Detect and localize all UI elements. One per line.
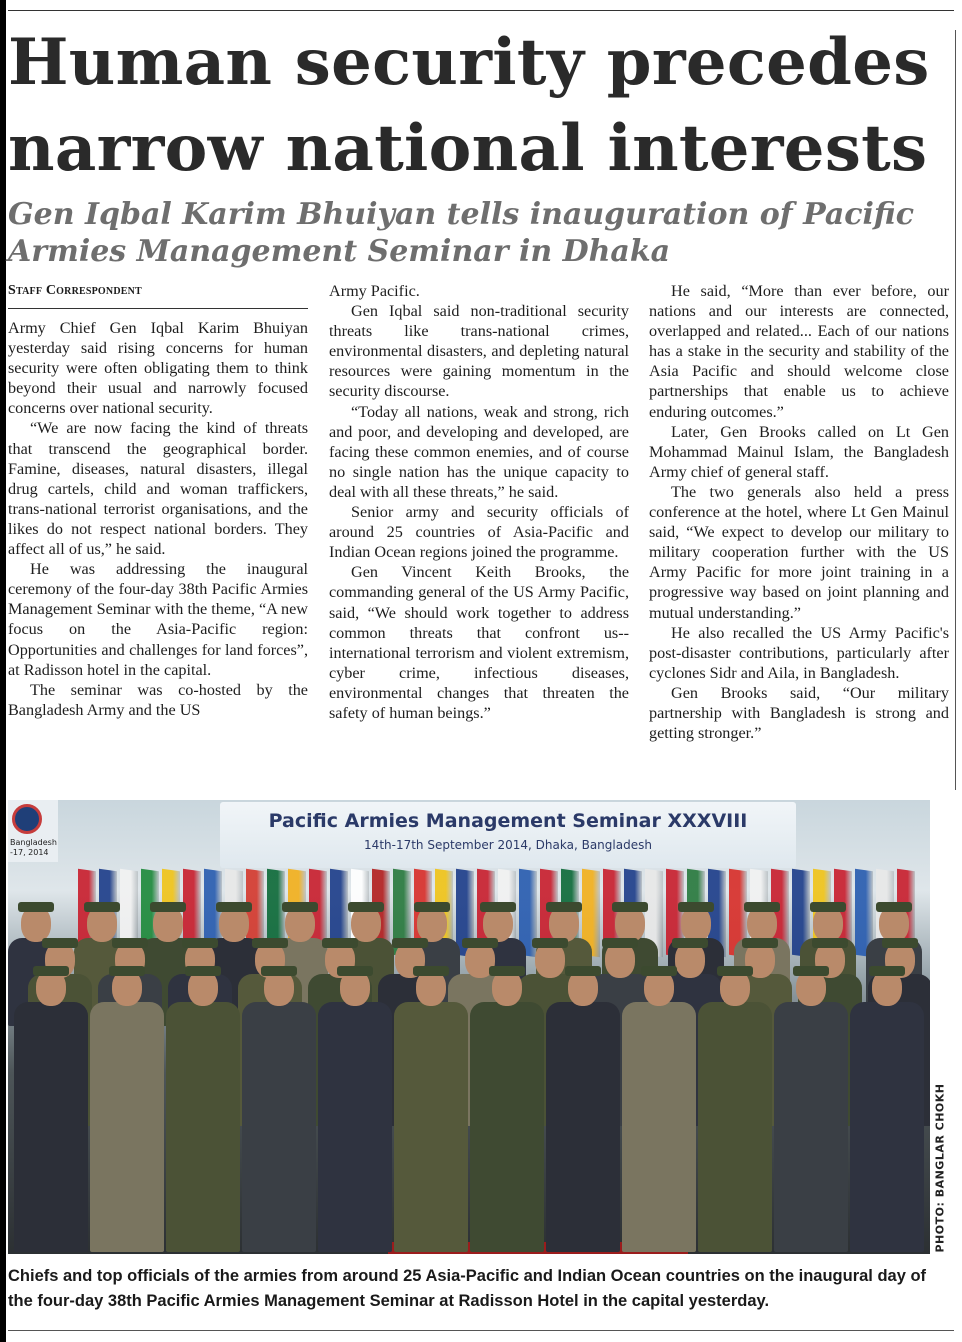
paragraph: “We are now facing the kind of threats that transcend the geographical border. Famine, diseases, natural disasters, illegal drug cartels, child and woman traffickers, trans-national terrorist organisations, and the likes do not respect national borders. They affect all of us,” he said. [8,419,308,559]
official [14,962,88,1252]
banner-date: 14th-17th September 2014, Dhaka, Bangladesh [364,838,652,852]
cap-icon [810,902,846,912]
cap-icon [392,938,428,948]
cap-icon [480,902,516,912]
cap-icon [869,966,905,976]
official [850,962,924,1252]
cap-icon [413,966,449,976]
cap-icon [672,938,708,948]
paragraph: “Today all nations, weak and strong, rich and poor, and developing and developed, are facing these common enemies, and of course no single nation has the unique capacity to deal with all these threats,” he said. [329,402,629,501]
cap-icon [337,966,373,976]
top-rule [8,10,954,11]
paragraph: Senior army and security officials of around 25 countries of Asia-Pacific and Indian Ocean regions joined the programme. [329,503,629,562]
headline-line-2: narrow national interests [8,111,928,186]
cap-icon [261,966,297,976]
photo-caption: Chiefs and top officials of the armies from around 25 Asia-Pacific and Indian Ocean countries on the inaugural day of the four-day 38th Pacific Armies Management Seminar at Radisson Hotel in the capital yesterday. [8,1267,927,1310]
byline: Staff Correspondent [8,283,142,298]
headline-line-1: Human security precedes [8,25,930,100]
paragraph: He said, “More than ever before, our nations and our interests are connected, overlapped and related... Each of our nations has a stake in the security and stability of the Asia Pacific and should welcome close partnerships that enable us to achieve enduring outcomes.” [649,282,949,421]
cap-icon [112,938,148,948]
cap-icon [182,938,218,948]
cap-icon [532,938,568,948]
cap-icon [612,902,648,912]
cap-icon [322,938,358,948]
official [394,962,468,1252]
cap-icon [876,902,912,912]
photo-credit-text: PHOTO: BANGLAR CHOKH [933,1083,947,1253]
cap-icon [282,902,318,912]
cap-icon [678,902,714,912]
official-uniform [470,1002,544,1252]
seminar-banner [220,802,796,868]
article-column-1 [8,318,308,720]
official-uniform [14,1002,88,1252]
official-uniform [318,1002,392,1252]
logo-date: -17, 2014 [10,848,49,857]
official-uniform [166,1002,240,1252]
official-uniform [546,1002,620,1252]
subheadline [8,196,958,270]
paragraph: Gen Brooks said, “Our military partnership with Bangladesh is strong and getting stronger.” [649,683,949,743]
cap-icon [602,938,638,948]
official-uniform [774,1002,848,1252]
cap-icon [812,938,848,948]
cap-icon [348,902,384,912]
official-uniform [242,1002,316,1252]
paragraph: The seminar was co-hosted by the Bangladesh Army and the US [8,680,308,719]
cap-icon [489,966,525,976]
paragraph: The two generals also held a press conference at the hotel, where Lt Gen Mainul said, “We expect to develop our military to military cooperation further with the US Army Pacific for more joint training in a progressive way based on joint planning and mutual understanding.” [649,482,949,622]
official [242,962,316,1252]
seminar-logo [8,800,58,862]
cap-icon [414,902,450,912]
cap-icon [793,966,829,976]
paragraph: Army Pacific. [329,282,420,300]
official-uniform [850,1002,924,1252]
official [774,962,848,1252]
photo-credit [930,1080,950,1260]
official [166,962,240,1252]
cap-icon [216,902,252,912]
official-uniform [698,1002,772,1252]
banner-title: Pacific Armies Management Seminar XXXVIII [268,810,748,832]
official-uniform [394,1002,468,1252]
article-column-2 [329,281,629,723]
official-uniform [90,1002,164,1252]
paragraph: Gen Vincent Keith Brooks, the commanding general of the US Army Pacific, said, “We should work together to address common threats that confront us--international terrorism and violent extremism, cyber crime, infectious diseases, environmental changes that threaten the safety of human beings.” [329,563,629,722]
cap-icon [109,966,145,976]
officials-group [8,896,930,1254]
cap-icon [882,938,918,948]
official [622,962,696,1252]
page-edge-bar [0,0,6,1342]
logo-text: Bangladesh [10,838,57,847]
cap-icon [84,902,120,912]
paragraph: Army Chief Gen Iqbal Karim Bhuiyan yesterday said rising concerns for human security were often obligating them to think beyond their usual and narrowly focused concerns over national security. [8,319,308,418]
cap-icon [717,966,753,976]
official [470,962,544,1252]
cap-icon [742,938,778,948]
cap-icon [641,966,677,976]
official [318,962,392,1252]
emblem-icon [12,804,42,834]
cap-icon [150,902,186,912]
subheadline-line-2: Armies Management Seminar in Dhaka [8,234,671,269]
paragraph: He also recalled the US Army Pacific's post-disaster contributions, particularly after cyclones Sidr and Aila, in Bangladesh. [649,623,949,682]
cap-icon [744,902,780,912]
official [546,962,620,1252]
official-uniform [622,1002,696,1252]
cap-icon [33,966,69,976]
cap-icon [565,966,601,976]
byline-rule [8,308,308,309]
cap-icon [42,938,78,948]
cap-icon [462,938,498,948]
paragraph: Later, Gen Brooks called on Lt Gen Mohammad Mainul Islam, the Bangladesh Army chief of general staff. [649,422,949,481]
paragraph: He was addressing the inaugural ceremony of the four-day 38th Pacific Armies Management Seminar with the theme, “A new focus on the Asia-Pacific region: Opportunities and challenges for land forces”, at Radisson hotel in the capital. [8,560,308,679]
cap-icon [252,938,288,948]
paragraph: Gen Iqbal said non-traditional security threats like trans-national crimes, environmental disasters, and depleting natural resources were gaining momentum in the security discourse. [329,302,629,401]
official [90,962,164,1252]
bottom-rule [8,1330,954,1331]
official [698,962,772,1252]
cap-icon [185,966,221,976]
cap-icon [546,902,582,912]
subheadline-line-1: Gen Iqbal Karim Bhuiyan tells inauguration of Pacific [8,197,915,232]
headline [8,20,958,192]
group-photo [8,800,930,1254]
article-column-3 [649,281,949,743]
cap-icon [18,902,54,912]
